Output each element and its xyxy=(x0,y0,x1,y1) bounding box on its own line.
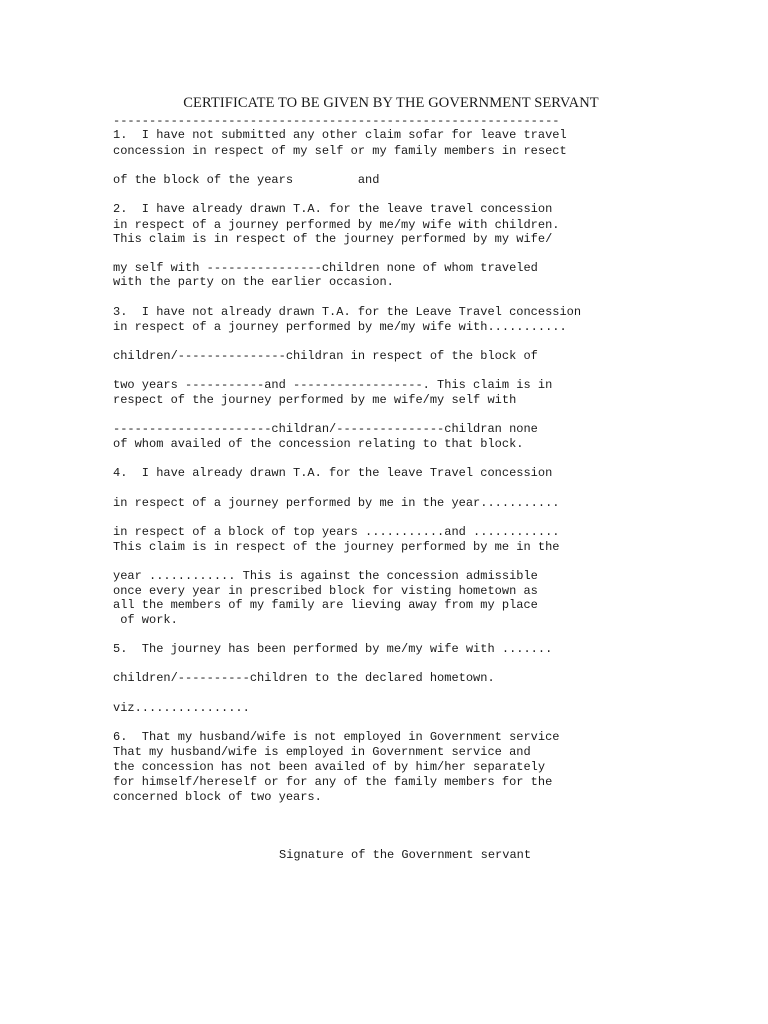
para-3-line-6: ----------------------childran/---------------childran none xyxy=(113,422,538,436)
para-3-line-4: two years -----------and ------------------. This claim is in xyxy=(113,378,553,392)
para-2-line-3: This claim is in respect of the journey performed by my wife/ xyxy=(113,232,553,246)
para-4-line-6: once every year in prescribed block for visting hometown as xyxy=(113,584,538,598)
para-4-line-7: all the members of my family are lieving away from my place xyxy=(113,598,538,612)
para-5-line-2: children/----------children to the declared hometown. xyxy=(113,671,495,685)
para-3-line-1: 3. I have not already drawn T.A. for the Leave Travel concession xyxy=(113,305,582,319)
para-4-line-3: in respect of a block of top years ...........and ............ xyxy=(113,525,560,539)
document-title: CERTIFICATE TO BE GIVEN BY THE GOVERNMENT SERVANT xyxy=(183,95,599,111)
para-4-line-8: of work. xyxy=(113,613,178,627)
para-4-line-4: This claim is in respect of the journey performed by me in the xyxy=(113,540,560,554)
para-6-line-4: for himself/hereself or for any of the family members for the xyxy=(113,775,553,789)
para-3-line-7: of whom availed of the concession relating to that block. xyxy=(113,437,524,451)
para-2-line-1: 2. I have already drawn T.A. for the leave travel concession xyxy=(113,202,553,216)
para-4-line-2: in respect of a journey performed by me in the year........... xyxy=(113,496,560,510)
para-4-line-5: year ............ This is against the concession admissible xyxy=(113,569,538,583)
para-3-line-2: in respect of a journey performed by me/my wife with........... xyxy=(113,320,567,334)
para-6-line-5: concerned block of two years. xyxy=(113,790,322,804)
para-2-line-2: in respect of a journey performed by me/my wife with children. xyxy=(113,218,560,232)
para-5-line-1: 5. The journey has been performed by me/my wife with ....... xyxy=(113,642,553,656)
para-3-line-3: children/---------------childran in respect of the block of xyxy=(113,349,538,363)
para-1-line-3: of the block of the years and xyxy=(113,173,380,187)
para-1-line-2: concession in respect of my self or my family members in resect xyxy=(113,144,567,158)
para-6-line-3: the concession has not been availed of by him/her separately xyxy=(113,760,546,774)
para-6-line-2: That my husband/wife is employed in Government service and xyxy=(113,745,531,759)
para-5-line-3: viz................ xyxy=(113,701,250,715)
para-1-line-1: 1. I have not submitted any other claim sofar for leave travel xyxy=(113,128,567,142)
para-4-line-1: 4. I have already drawn T.A. for the leave Travel concession xyxy=(113,466,553,480)
para-6-line-1: 6. That my husband/wife is not employed in Government service xyxy=(113,730,560,744)
para-2-line-4: my self with ----------------children none of whom traveled xyxy=(113,261,538,275)
para-2-line-5: with the party on the earlier occasion. xyxy=(113,275,394,289)
title-underline: -------------------------------------------------------------- xyxy=(113,114,560,128)
signature-label: Signature of the Government servant xyxy=(279,848,532,862)
para-3-line-5: respect of the journey performed by me wife/my self with xyxy=(113,393,517,407)
